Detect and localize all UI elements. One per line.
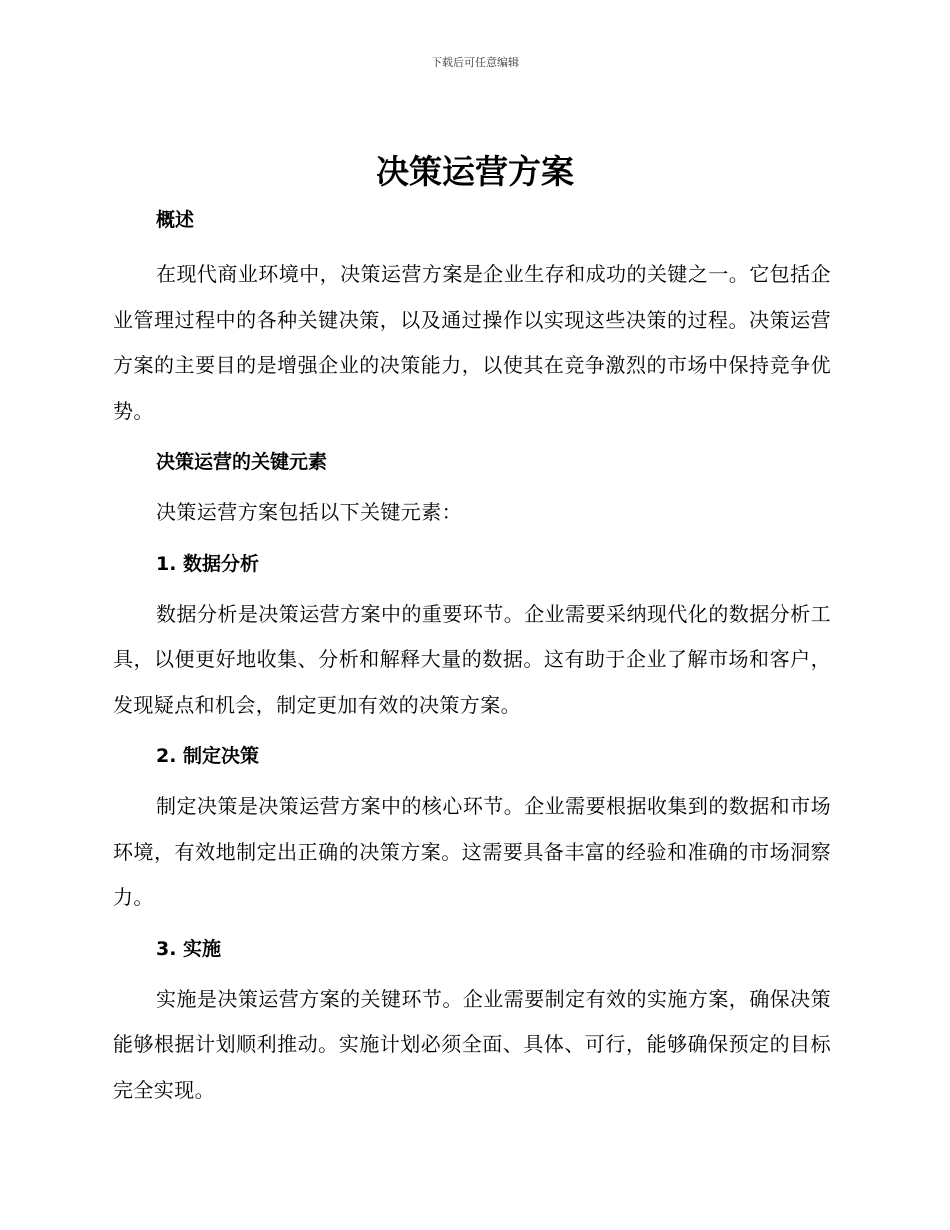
section-2-paragraph: 制定决策是决策运营方案中的核心环节。企业需要根据收集到的数据和市场环境，有效地制定出正确的决策方案。这需要具备丰富的经验和准确的市场洞察力。 (113, 794, 831, 909)
section-3-paragraph: 实施是决策运营方案的关键环节。企业需要制定有效的实施方案，确保决策能够根据计划顺利推动。实施计划必须全面、具体、可行，能够确保预定的目标完全实现。 (113, 986, 831, 1102)
section-1-paragraph: 数据分析是决策运营方案中的重要环节。企业需要采纳现代化的数据分析工具，以便更好地收集、分析和解释大量的数据。这有助于企业了解市场和客户，发现疑点和机会，制定更加有效的决策方案。 (113, 601, 831, 717)
section-3-heading: 3. 实施 (156, 937, 222, 960)
document-title: 决策运营方案 (376, 152, 574, 191)
page-header-note: 下载后可任意编辑 (431, 56, 519, 69)
key-elements-heading: 决策运营的关键元素 (156, 451, 328, 473)
overview-heading: 概述 (156, 209, 195, 231)
overview-paragraph: 在现代商业环境中，决策运营方案是企业生存和成功的关键之一。它包括企业管理过程中的各种关键决策，以及通过操作以实现这些决策的过程。决策运营方案的主要目的是增强企业的决策能力，以使其在竞争激烈的市场中保持竞争优势。 (113, 262, 831, 423)
section-1-heading: 1. 数据分析 (156, 552, 260, 575)
key-elements-intro: 决策运营方案包括以下关键元素： (156, 500, 462, 524)
section-2-heading: 2. 制定决策 (156, 745, 260, 767)
document-body (113, 200, 831, 1113)
